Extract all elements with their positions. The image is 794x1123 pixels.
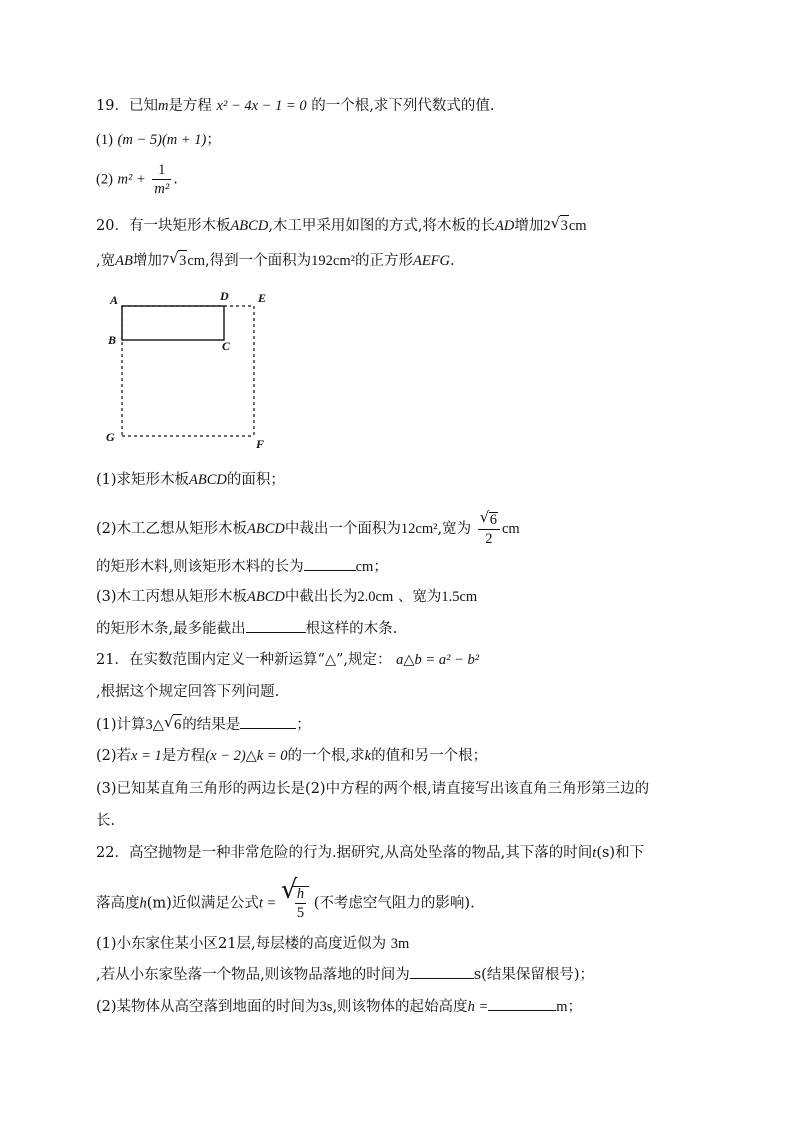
expression: (m − 5)(m + 1): [117, 132, 207, 148]
var-m: m: [157, 98, 169, 114]
q21-part2: [96, 746, 487, 766]
q22-stem-line2: [96, 875, 475, 921]
label-D: D: [220, 289, 229, 303]
definition: a△b = a² − b²: [396, 652, 480, 668]
value: 2.0cm: [357, 589, 394, 605]
expression: h =: [467, 999, 489, 1015]
var: ABCD: [247, 589, 285, 605]
text: (m)近似满足公式: [146, 895, 259, 912]
q21-stem-line1: [96, 650, 479, 670]
text: 的面积；: [226, 472, 285, 488]
sqrt: √ 6: [163, 713, 182, 733]
var: ABCD: [230, 218, 269, 234]
value: 192cm²: [311, 253, 355, 269]
text: ,木工甲采用如图的方式,将木板的长: [268, 218, 496, 234]
part-label: (1): [96, 132, 113, 148]
text: ,则该物体的起始高度: [332, 999, 468, 1015]
unit: cm: [501, 521, 520, 537]
q21-stem-line2: [96, 682, 279, 702]
answer-blank[interactable]: [246, 618, 306, 633]
text: (2)某物体从高空落到地面的时间为: [96, 999, 320, 1015]
radicand: 6: [173, 714, 182, 735]
numerator: h: [296, 886, 305, 902]
value: 1.5cm: [441, 589, 478, 605]
text: 、宽为: [397, 589, 442, 605]
text: 的一个根,求下列代数式的值.: [311, 98, 495, 114]
unit: cm: [187, 253, 206, 269]
text: (1)计算: [96, 717, 146, 733]
denominator: m²: [154, 180, 170, 197]
answer-blank[interactable]: [304, 556, 356, 571]
sqrt: √ 3: [550, 214, 568, 234]
label-C: C: [222, 339, 231, 353]
formula: t =: [258, 895, 277, 912]
q20-part1: [96, 470, 285, 490]
q22-part1-line2: [96, 964, 594, 985]
sqrt: √ 3: [169, 249, 187, 269]
text: (3)木工丙想从矩形木板: [96, 589, 248, 605]
value: 12cm²: [400, 521, 438, 537]
rect-ABCD: [122, 306, 224, 340]
q20-part2-line1: [96, 508, 520, 547]
text: 的矩形木条,最多能截出: [96, 621, 246, 637]
text: (2)若: [96, 748, 132, 764]
text: 的矩形木料,则该矩形木料的长为: [96, 559, 304, 575]
var: AEFG: [412, 253, 451, 269]
var: ABCD: [247, 521, 285, 537]
denominator: 2: [485, 530, 493, 547]
expression: m² +: [117, 171, 146, 188]
q21-part3-line2: [96, 811, 115, 831]
text: 中截出长为: [284, 589, 358, 605]
label-B: B: [108, 333, 117, 347]
text: 落高度: [96, 895, 140, 912]
unit: cm: [568, 218, 587, 234]
q22-stem-line1: [96, 843, 644, 863]
unit: m；: [556, 999, 583, 1015]
text: (2)木工乙想从矩形木板: [96, 521, 248, 537]
q20-stem-line2: [96, 250, 455, 271]
text: ,若从小东家坠落一个物品,则该物品落地的时间为: [96, 967, 410, 983]
q20-part3-line1: [96, 587, 477, 607]
text: 中裁出一个面积为: [284, 521, 401, 537]
sqrt: √ $\frac{h}{5}$: [281, 886, 309, 920]
text: ,得到一个面积为: [205, 253, 312, 269]
q19-part1: [96, 130, 221, 150]
radicand: 3: [560, 215, 569, 236]
unit: cm；: [355, 559, 388, 575]
var: AB: [115, 253, 133, 269]
text: 21．在实数范围内定义一种新运算“△”,规定：: [96, 652, 392, 668]
rectangle-square-figure: [100, 286, 290, 450]
radicand: 3: [178, 250, 187, 271]
sqrt: √ 6: [479, 508, 497, 528]
q19-stem: [96, 96, 494, 116]
expression: 3△: [145, 717, 164, 733]
text: 是方程: [168, 98, 212, 114]
text: 的一个根,求: [287, 748, 365, 764]
text: 增加: [132, 253, 162, 269]
text: 的结果是: [182, 717, 241, 733]
text: 20．有一块矩形木板: [96, 218, 231, 234]
numerator: 1: [152, 163, 171, 180]
q22-part1-line1: [96, 934, 409, 954]
value: 3m: [390, 936, 410, 952]
text: ,宽为: [437, 521, 472, 537]
text: .: [173, 171, 178, 188]
var: ABCD: [189, 472, 227, 488]
text: (1)求矩形木板: [96, 472, 190, 488]
value: 2: [543, 218, 551, 234]
text: 是方程: [161, 748, 206, 764]
value: 3s: [319, 999, 333, 1015]
text: 19．已知: [96, 98, 158, 114]
text: (s)和下: [596, 845, 645, 861]
equation: x² − 4x − 1 = 0: [216, 98, 307, 114]
text: 长.: [96, 813, 116, 829]
text: 增加: [514, 218, 544, 234]
q19-part2: [96, 163, 178, 196]
value: 7: [161, 253, 170, 269]
var-h: h: [139, 895, 147, 912]
fraction: [478, 508, 500, 547]
q20-stem-line1: [96, 215, 587, 236]
text: (3)已知某直角三角形的两边长是(2)中方程的两个根,请直接写出该直角三角形第三边的: [96, 781, 650, 797]
text: 根这样的木条.: [305, 621, 398, 637]
label-F: F: [256, 437, 265, 450]
part-label: (2): [96, 171, 113, 188]
expression: x = 1: [131, 748, 162, 764]
equation: (x − 2)△k = 0: [205, 748, 288, 764]
text: ；: [206, 132, 221, 148]
fraction: [152, 163, 171, 196]
radicand: 6: [489, 512, 497, 528]
text: ,宽: [96, 253, 116, 269]
label-A: A: [110, 293, 119, 307]
q22-part2: [96, 996, 582, 1017]
label-G: G: [106, 430, 115, 444]
text: s(结果保留根号)；: [473, 967, 594, 983]
var-k: k: [364, 748, 372, 764]
label-E: E: [258, 291, 267, 305]
text: .: [450, 253, 455, 269]
q21-part3-line1: [96, 779, 649, 799]
text: 的值和另一个根；: [371, 748, 488, 764]
denominator: 5: [296, 904, 305, 921]
q21-part1: [96, 714, 311, 735]
answer-blank[interactable]: [488, 996, 556, 1011]
q20-part2-line2: [96, 556, 388, 577]
text: (不考虑空气阻力的影响).: [313, 895, 475, 912]
text: ；: [296, 717, 311, 733]
var-t: t: [592, 845, 597, 861]
text: (1)小东家住某小区21层,每层楼的高度近似为: [96, 936, 387, 952]
text: 的正方形: [354, 253, 413, 269]
answer-blank[interactable]: [240, 714, 296, 729]
text: ,根据这个规定回答下列问题.: [96, 684, 280, 700]
q20-part3-line2: [96, 618, 397, 639]
answer-blank[interactable]: [410, 964, 474, 979]
var: AD: [495, 218, 515, 234]
text: 22．高空抛物是一种非常危险的行为.据研究,从高处坠落的物品,其下落的时间: [96, 845, 593, 861]
